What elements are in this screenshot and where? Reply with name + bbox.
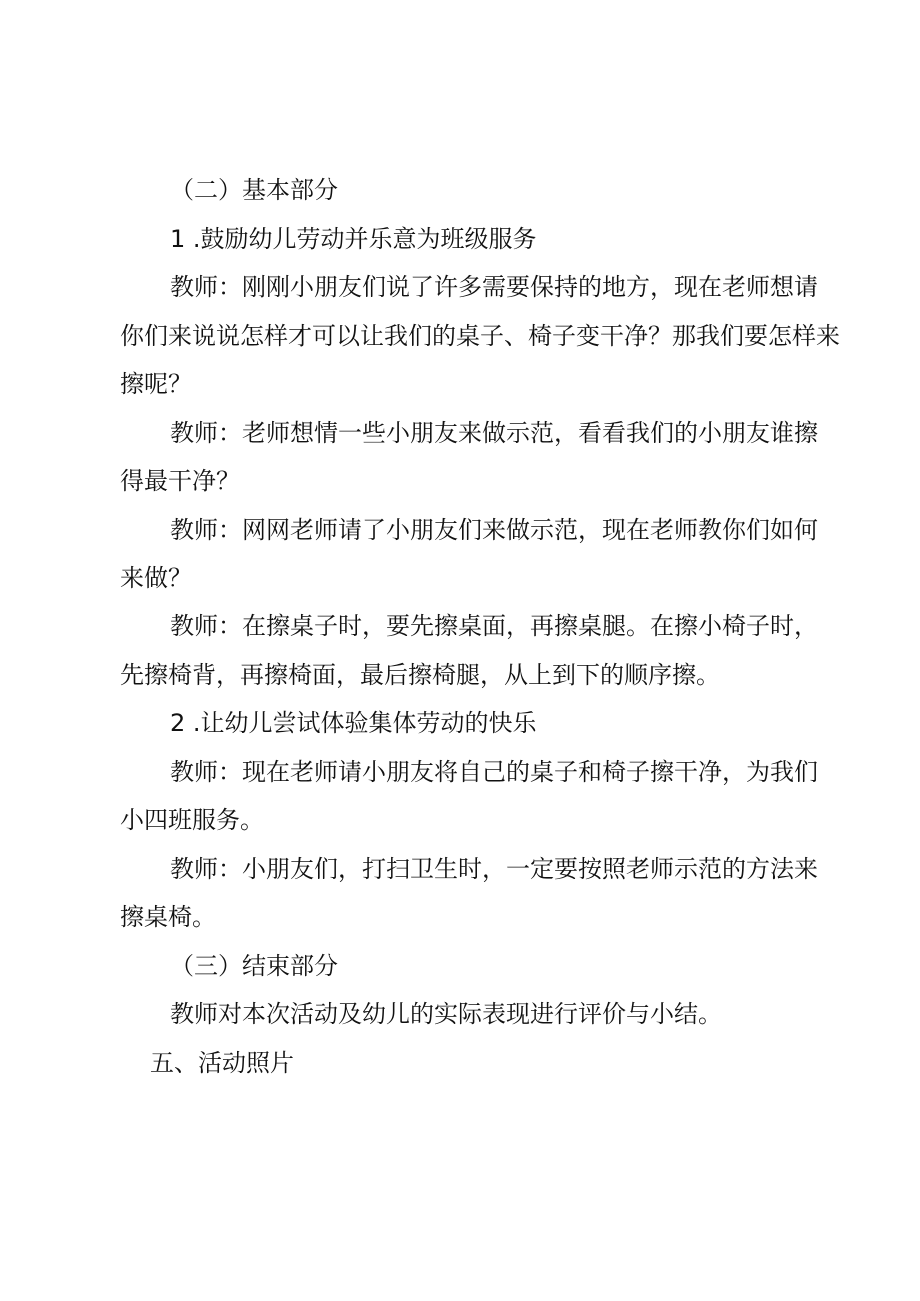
paragraph-line: 小四班服务。 <box>120 806 264 834</box>
chapter-heading-activity-photos: 五、活动照片 <box>150 1049 294 1077</box>
paragraph-line: 教师：刚刚小朋友们说了许多需要保持的地方，现在老师想请 <box>170 273 818 301</box>
paragraph-line: 你们来说说怎样才可以让我们的桌子、椅子变干净？那我们要怎样来 <box>120 322 840 350</box>
list-item-heading-1: 1 .鼓励幼儿劳动并乐意为班级服务 <box>170 225 537 253</box>
paragraph-line: 来做？ <box>120 564 192 592</box>
paragraph-line: 教师：网网老师请了小朋友们来做示范，现在老师教你们如何 <box>170 516 818 544</box>
section-heading-basic-part: （二）基本部分 <box>170 176 338 204</box>
paragraph-line: 教师：在擦桌子时，要先擦桌面，再擦桌腿。在擦小椅子时， <box>170 612 818 640</box>
paragraph-line: 教师：小朋友们，打扫卫生时，一定要按照老师示范的方法来 <box>170 855 818 883</box>
list-item-heading-2: 2 .让幼儿尝试体验集体劳动的快乐 <box>170 709 537 737</box>
paragraph-line: 得最干净？ <box>120 467 240 495</box>
paragraph-line: 擦呢？ <box>120 370 192 398</box>
paragraph-line: 教师：老师想情一些小朋友来做示范，看看我们的小朋友谁擦 <box>170 419 818 447</box>
section-heading-ending-part: （三）结束部分 <box>170 952 338 980</box>
paragraph-line: 教师：现在老师请小朋友将自己的桌子和椅子擦干净，为我们 <box>170 758 818 786</box>
paragraph-line: 先擦椅背，再擦椅面，最后擦椅腿，从上到下的顺序擦。 <box>120 661 720 689</box>
paragraph-line: 擦桌椅。 <box>120 903 216 931</box>
paragraph-line: 教师对本次活动及幼儿的实际表现进行评价与小结。 <box>170 1000 722 1028</box>
